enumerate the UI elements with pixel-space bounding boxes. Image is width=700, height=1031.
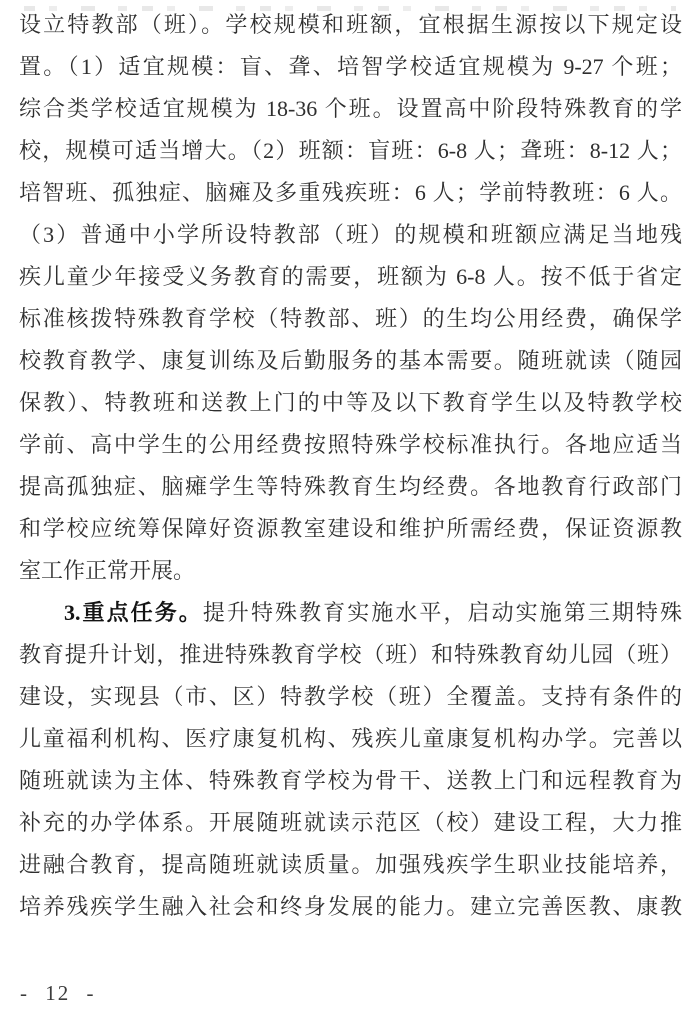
paragraph-end-line: 室工作正常开展。 xyxy=(19,558,196,583)
text-line: 儿童福利机构、医疗康复机构、残疾儿童康复机构办学。完善以 xyxy=(19,726,682,751)
text-line: 疾儿童少年接受义务教育的需要，班额为 6-8 人。按不低于省定 xyxy=(19,264,682,289)
text-line: 补充的办学体系。开展随班就读示范区（校）建设工程，大力推 xyxy=(19,810,682,835)
text-line: 提高孤独症、脑瘫学生等特殊教育生均经费。各地教育行政部门 xyxy=(19,474,682,499)
heading-bold-run: 3.重点任务。 xyxy=(64,600,203,625)
text-line: 标准核拨特殊教育学校（特教部、班）的生均公用经费，确保学 xyxy=(19,306,682,331)
text-line: 和学校应统筹保障好资源教室建设和维护所需经费，保证资源教 xyxy=(19,516,682,541)
text-line: 进融合教育，提高随班就读质量。加强残疾学生职业技能培养， xyxy=(19,852,682,877)
text-line: 教育提升计划，推进特殊教育学校（班）和特殊教育幼儿园（班） xyxy=(19,642,682,667)
text-line: 培智班、孤独症、脑瘫及多重残疾班：6 人；学前特教班：6 人。 xyxy=(19,180,682,205)
text-line: 随班就读为主体、特殊教育学校为骨干、送教上门和远程教育为 xyxy=(19,768,682,793)
text-line: 校教育教学、康复训练及后勤服务的基本需要。随班就读（随园 xyxy=(19,348,682,373)
text-line: 置。（1）适宜规模：盲、聋、培智学校适宜规模为 9-27 个班； xyxy=(19,54,682,79)
text-line: （3）普通中小学所设特教部（班）的规模和班额应满足当地残 xyxy=(19,222,682,247)
body-text xyxy=(19,4,682,928)
page-number: - 12 - xyxy=(20,981,96,1005)
text-line: 培养残疾学生融入社会和终身发展的能力。建立完善医教、康教 xyxy=(19,894,682,919)
text-line: 校，规模可适当增大。（2）班额：盲班：6-8 人；聋班：8-12 人； xyxy=(19,138,682,163)
text-line: 设立特教部（班）。学校规模和班额，宜根据生源按以下规定设 xyxy=(19,12,682,37)
text-line: 建设，实现县（市、区）特教学校（班）全覆盖。支持有条件的 xyxy=(19,684,682,709)
text-run: 提升特殊教育实施水平，启动实施第三期特殊 xyxy=(202,600,682,625)
text-line: 综合类学校适宜规模为 18-36 个班。设置高中阶段特殊教育的学 xyxy=(19,96,682,121)
text-line-heading xyxy=(19,592,682,634)
text-line: 学前、高中学生的公用经费按照特殊学校标准执行。各地应适当 xyxy=(19,432,682,457)
text-line: 保教）、特教班和送教上门的中等及以下教育学生以及特教学校 xyxy=(19,390,682,415)
